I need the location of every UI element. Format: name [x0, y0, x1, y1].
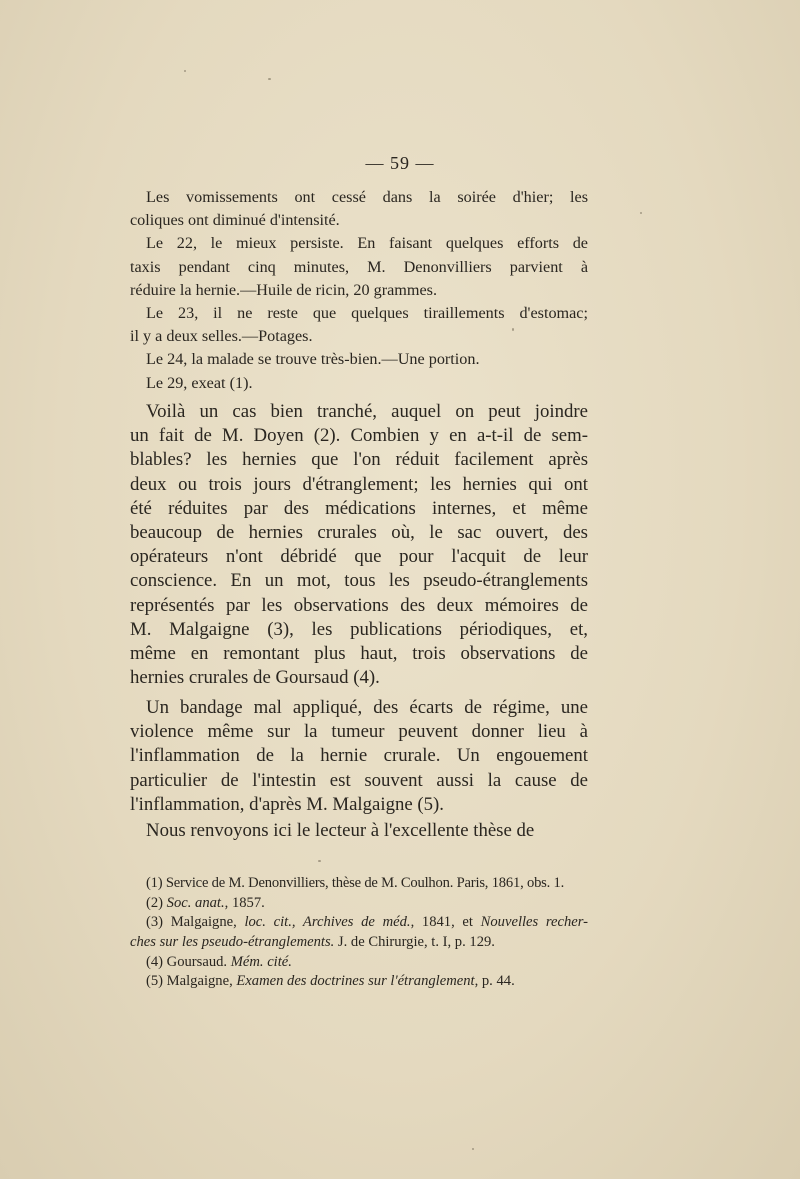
text-line: représentés par les observations des deux mémoires de [130, 594, 588, 616]
text-line: l'inflammation, d'après M. Malgaigne (5). [130, 793, 444, 815]
paper-speck [472, 1148, 474, 1150]
case-report [130, 186, 588, 395]
text-line: Voilà un cas bien tranché, auquel on peut joindre [146, 401, 588, 422]
footnotes [130, 874, 588, 992]
body-paragraph-1 [130, 400, 588, 690]
text-line: coliques ont diminué d'intensité. [130, 211, 340, 230]
text-line: été réduites par des médications internes, et même [130, 497, 588, 519]
text-line: violence même sur la tumeur peuvent donner lieu à [130, 721, 588, 743]
text-line: Nous renvoyons ici le lecteur à l'excellente thèse de [146, 820, 535, 841]
paper-speck [268, 78, 271, 80]
text-line: blables? les hernies que l'on réduit facilement après [130, 449, 588, 471]
text-line: même en remontant plus haut, trois observations de [130, 642, 588, 664]
case-para-2 [130, 232, 588, 302]
text-line: taxis pendant cinq minutes, M. Denonvilliers parvient à [130, 257, 588, 276]
footnote-3-continued: ches sur les pseudo-étranglements. J. de Chirurgie, t. I, p. 129. [130, 934, 495, 951]
case-para-1 [130, 186, 588, 232]
text-line: deux ou trois jours d'étranglement; les hernies qui ont [130, 473, 588, 495]
text-line: Le 22, le mieux persiste. En faisant quelques efforts de [146, 234, 588, 253]
text-line: Le 24, la malade se trouve très-bien.—Une portion. [146, 350, 480, 369]
text-line: conscience. En un mot, tous les pseudo-étranglements [130, 570, 588, 592]
case-para-4 [130, 348, 588, 371]
text-line: opérateurs n'ont débridé que pour l'acquit de leur [130, 546, 588, 568]
text-line: réduire la hernie.—Huile de ricin, 20 grammes. [130, 280, 438, 299]
footnote-4: (4) Goursaud. Mém. cité. [146, 953, 292, 970]
text-line: Les vomissements ont cessé dans la soirée d'hier; les [146, 188, 588, 206]
case-para-3 [130, 302, 588, 348]
paper-speck [318, 860, 321, 862]
paper-speck [184, 70, 186, 72]
page-number: — 59 — [365, 153, 435, 173]
body-paragraph-2 [130, 696, 588, 817]
text-line: Le 23, il ne reste que quelques tiraillements d'estomac; [146, 303, 588, 322]
text-line: un fait de M. Doyen (2). Combien y en a-t-il de sem- [130, 425, 588, 447]
text-line: il y a deux selles.—Potages. [130, 327, 313, 346]
paper-speck [640, 212, 642, 214]
text-line: Un bandage mal appliqué, des écarts de régime, une [146, 697, 588, 718]
text-line: hernies crurales de Goursaud (4). [130, 667, 380, 689]
footnote-5: (5) Malgaigne, Examen des doctrines sur l'étranglement, p. 44. [146, 973, 515, 990]
text-line: particulier de l'intestin est souvent aussi la cause de [130, 769, 588, 791]
footnote-3: (3) Malgaigne, loc. cit., Archives de méd., 1841, et Nouvelles recher- [146, 914, 588, 931]
body-paragraph-3 [130, 819, 588, 843]
text-line: Le 29, exeat (1). [146, 373, 253, 392]
text-line: l'inflammation de la hernie crurale. Un engouement [130, 745, 588, 767]
footnote-2: (2) Soc. anat., 1857. [146, 894, 265, 911]
footnote-1: (1) Service de M. Denonvilliers, thèse de M. Coulhon. Paris, 1861, obs. 1. [146, 875, 565, 891]
text-line: beaucoup de hernies crurales où, le sac ouvert, des [130, 521, 588, 543]
text-line: M. Malgaigne (3), les publications périodiques, et, [130, 618, 588, 640]
paper-speck [512, 328, 514, 331]
case-para-5 [130, 372, 588, 395]
